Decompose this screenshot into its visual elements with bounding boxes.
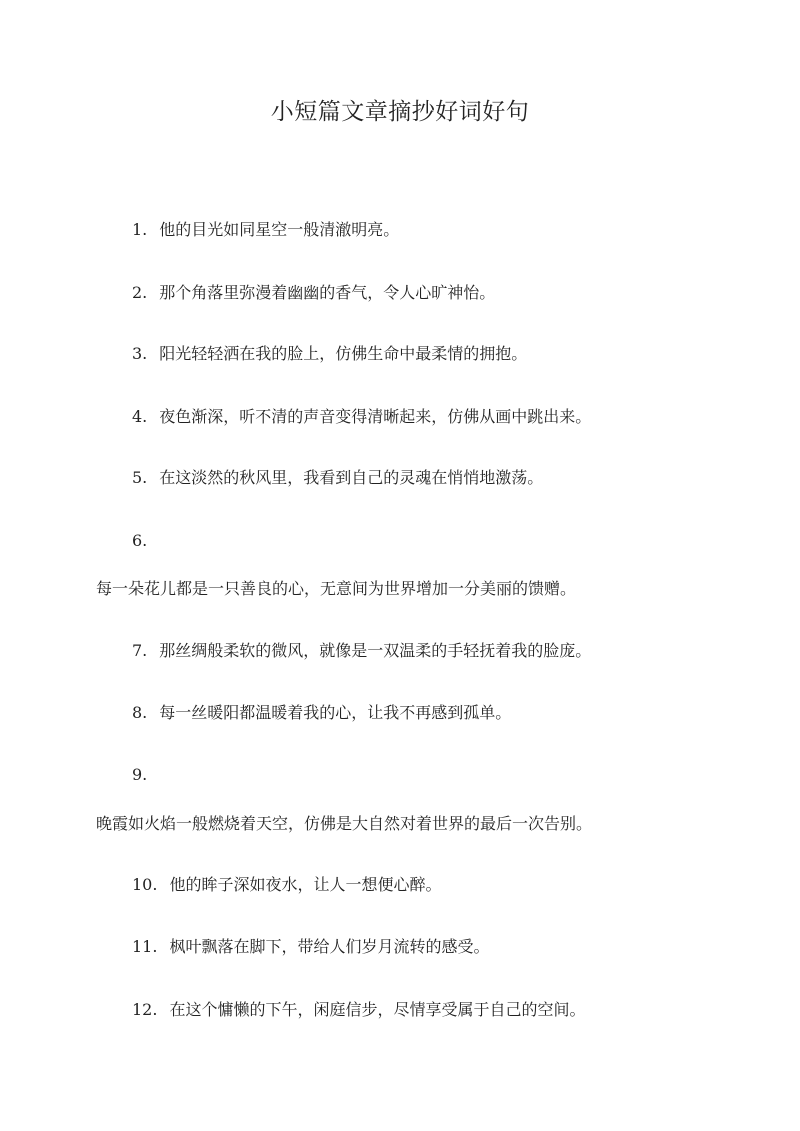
item-number: 7. — [132, 641, 148, 660]
list-item — [132, 998, 585, 1022]
item-text: 他的眸子深如夜水，让人一想便心醉。 — [169, 875, 442, 894]
item-number: 12. — [132, 1000, 158, 1019]
item-number: 1. — [132, 220, 148, 239]
list-item — [132, 466, 543, 490]
list-item — [132, 873, 441, 897]
item-number: 8. — [132, 703, 148, 722]
item-number: 3. — [132, 344, 148, 363]
item-text: 枫叶飘落在脚下，带给人们岁月流转的感受。 — [169, 937, 490, 956]
item-number: 4. — [132, 407, 148, 426]
item-number: 2. — [132, 283, 148, 302]
list-item — [132, 281, 495, 305]
list-item — [132, 639, 591, 663]
list-item — [132, 342, 527, 366]
list-item — [132, 935, 489, 959]
item-number: 9. — [132, 765, 148, 784]
item-text: 在这个慵懒的下午，闲庭信步，尽情享受属于自己的空间。 — [169, 1000, 586, 1019]
item-text: 每一丝暖阳都温暖着我的心，让我不再感到孤单。 — [159, 703, 512, 722]
item-text: 阳光轻轻洒在我的脸上，仿佛生命中最柔情的拥抱。 — [159, 344, 528, 363]
list-item — [132, 701, 511, 725]
item-text: 在这淡然的秋风里，我看到自己的灵魂在悄悄地激荡。 — [159, 468, 544, 487]
list-item — [132, 405, 591, 429]
item-text: 他的目光如同星空一般清澈明亮。 — [159, 220, 400, 239]
item-number: 10. — [132, 875, 158, 894]
item-text: 那个角落里弥漫着幽幽的香气，令人心旷神怡。 — [159, 283, 496, 302]
list-item — [132, 218, 399, 242]
item-number: 11. — [132, 937, 158, 956]
item-text: 那丝绸般柔软的微风，就像是一双温柔的手轻抚着我的脸庞。 — [159, 641, 592, 660]
item-text: 晚霞如火焰一般燃烧着天空，仿佛是大自然对着世界的最后一次告别。 — [96, 814, 593, 833]
item-number: 6. — [132, 531, 148, 550]
item-text: 每一朵花儿都是一只善良的心，无意间为世界增加一分美丽的馈赠。 — [96, 579, 577, 598]
item-number: 5. — [132, 468, 148, 487]
document-title: 小短篇文章摘抄好词好句 — [270, 99, 530, 125]
item-text: 夜色渐深，听不清的声音变得清晰起来，仿佛从画中跳出来。 — [159, 407, 592, 426]
